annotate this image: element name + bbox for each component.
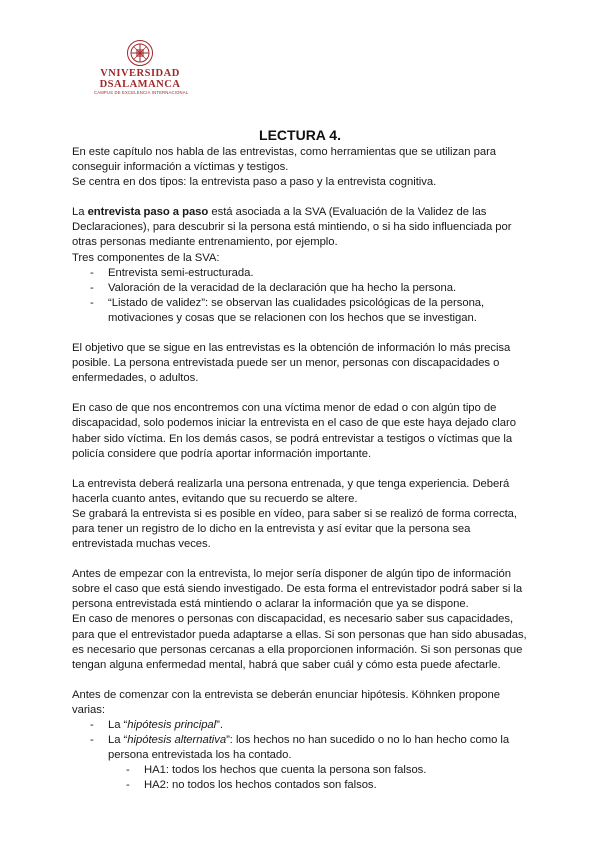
intro-types-paragraph: Se centra en dos tipos: la entrevista paso a paso y la entrevista cognitiva. <box>72 176 437 189</box>
document-title: LECTURA 4. <box>259 127 341 143</box>
interviewer-paragraph: La entrevista deberá realizarla una persona entrenada, y que tenga experiencia. Deberá hacerla cuanto antes, evitando que su recuerdo se altere. <box>72 477 510 505</box>
university-logo <box>94 38 189 108</box>
sva-bold-term: entrevista paso a paso <box>87 206 209 219</box>
list-item: - Entrevista semi-estructurada. <box>72 266 534 281</box>
hypothesis-1-pre: La “ <box>108 719 128 731</box>
sva-text-post: está asociada a la SVA (Evaluación de la Validez de las Declaraciones), para descubrir si la persona está mintiendo, o si ha sido influenciada por otras personas mediante entrenamiento, por ejemplo. <box>72 206 512 249</box>
list-item <box>72 718 534 733</box>
hypothesis-intro: Antes de comenzar con la entrevista se deberán enunciar hipótesis. Köhnken propone varias: <box>72 688 500 716</box>
logo-text-line2: DSALAMANCA <box>99 79 181 90</box>
document-body <box>72 145 534 793</box>
logo-text-line3: CAMPUS DE EXCELENCIA INTERNACIONAL <box>94 90 189 95</box>
list-item: - HA1: todos los hechos que cuenta la persona son falsos. <box>72 763 534 778</box>
hypothesis-2-post: ”: los hechos no han sucedido o no lo han hecho como la persona entrevistada los ha contado. <box>108 734 510 762</box>
hypothesis-1-post: ”. <box>216 719 223 731</box>
list-item: - “Listado de validez”: se observan las cualidades psicológicas de la persona, motivaciones y cosas que se relacionen con los hechos que se investigan. <box>72 296 534 326</box>
university-crest-icon <box>122 38 158 68</box>
list-item: - HA2: no todos los hechos contados son falsos. <box>72 778 534 793</box>
victim-case-paragraph: En caso de que nos encontremos con una víctima menor de edad o con algún tipo de discapacidad, solo podemos iniciar la entrevista en el caso de que este haya dejado claro haber sido víctima. En los demás casos, se podrá entrevistar a testigos o víctimas que la policía considere que podría aportar información importante. <box>72 402 516 460</box>
list-item: - Valoración de la veracidad de la declaración que ha hecho la persona. <box>72 281 534 296</box>
hypothesis-sublist <box>72 763 534 793</box>
sva-components-list <box>72 266 534 326</box>
recording-paragraph: Se grabará la entrevista si es posible en vídeo, para saber si se realizó de forma correcta, para tener un registro de lo dicho en la entrevista y así evitar que la persona sea entrevistada muchas veces. <box>72 507 517 551</box>
sva-components-label: Tres componentes de la SVA: <box>72 251 220 264</box>
list-item <box>72 733 534 763</box>
prior-info-paragraph: Antes de empezar con la entrevista, lo mejor sería disponer de algún tipo de información sobre el caso que está siendo investigado. De esta forma el entrevistador podrá saber si la persona entrevistada está mintiendo o aclarar la información que ya se dispone. <box>72 568 523 611</box>
hypothesis-2-term: hipótesis alternativa <box>127 734 227 747</box>
objective-paragraph: El objetivo que se sigue en las entrevistas es la obtención de información lo más precisa posible. La persona entrevistada puede ser un menor, personas con discapacidades o enfermedades, o adultos. <box>72 342 511 385</box>
intro-paragraph: En este capítulo nos habla de las entrevistas, como herramientas que se utilizan para conseguir información a víctimas y testigos. <box>72 146 497 174</box>
hypothesis-2-pre: La “ <box>108 734 128 747</box>
sva-paragraph <box>72 205 534 250</box>
capacities-paragraph: En caso de menores o personas con discapacidad, es necesario saber sus capacidades, para que el entrevistador pueda adaptarse a ellas. Si son personas que han sido abusadas, es necesario que personas cercanas a ella proporcionen información. Si son personas que tengan alguna enfermedad mental, habrá que saber cuál y cómo esta puede afectarle. <box>72 613 527 671</box>
logo-text-line1: VNIVERSIDAD <box>100 68 180 79</box>
sva-text-pre: La <box>72 206 88 219</box>
hypothesis-list <box>72 718 534 763</box>
hypothesis-1-term: hipótesis principal <box>127 719 217 731</box>
